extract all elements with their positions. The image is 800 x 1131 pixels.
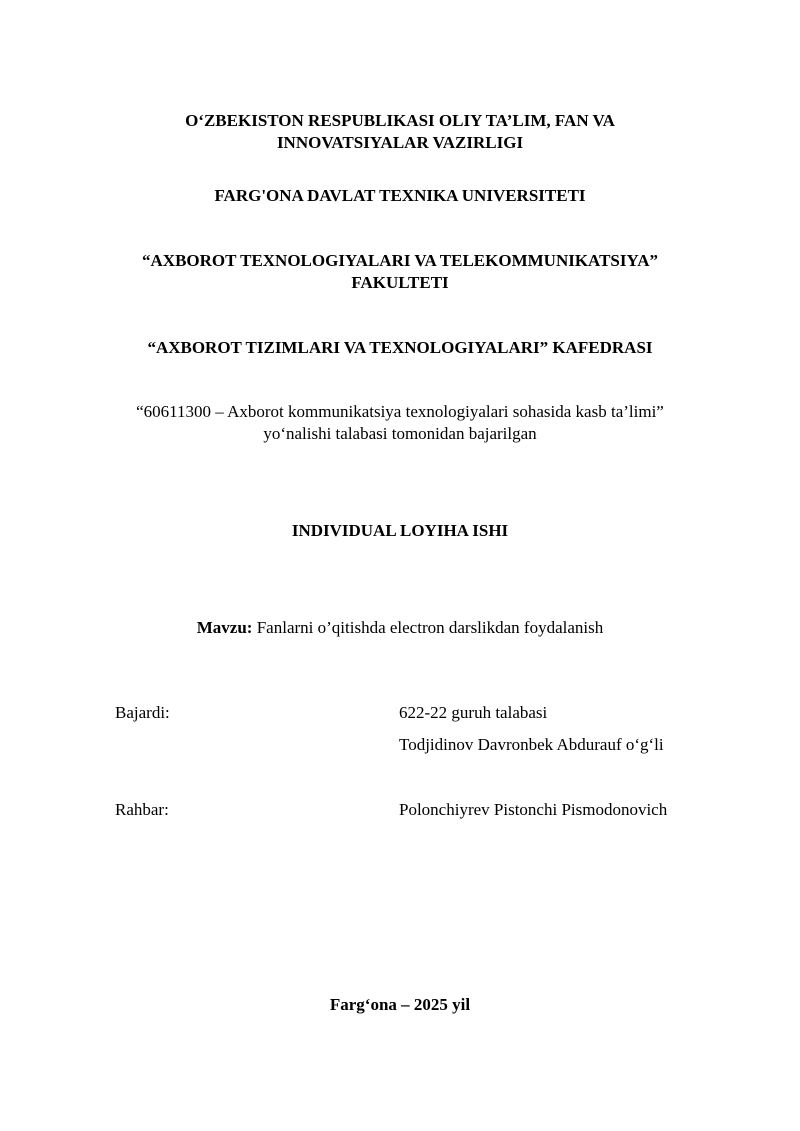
city-year-footer xyxy=(0,994,800,1016)
topic-label: Mavzu: xyxy=(196,618,253,637)
topic-value: Fanlarni o’qitishda electron darslikdan foydalanish xyxy=(252,618,604,637)
topic-line xyxy=(0,617,800,639)
performer-group: 622-22 guruh talabasi xyxy=(399,703,548,722)
direction-line-2: yo‘nalishi talabasi tomonidan bajarilgan xyxy=(263,424,537,443)
department-heading xyxy=(0,337,800,359)
performer-name: Todjidinov Davronbek Abdurauf o‘g‘li xyxy=(399,735,664,754)
ministry-heading xyxy=(0,110,800,154)
city-year: Farg‘ona – 2025 yil xyxy=(329,995,471,1014)
direction-text xyxy=(0,401,800,445)
faculty-heading xyxy=(0,250,800,294)
university-heading xyxy=(0,185,800,207)
supervisor-label: Rahbar: xyxy=(115,800,169,819)
ministry-line-2: INNOVATSIYALAR VAZIRLIGI xyxy=(276,133,524,152)
department-name: “AXBOROT TIZIMLARI VA TEXNOLOGIYALARI” KAFEDRASI xyxy=(147,338,653,357)
work-type-heading xyxy=(0,520,800,542)
direction-line-1: “60611300 – Axborot kommunikatsiya texnologiyalari sohasida kasb ta’limi” xyxy=(136,402,664,421)
work-type-title: INDIVIDUAL LOYIHA ISHI xyxy=(291,521,509,540)
university-name: FARG'ONA DAVLAT TEXNIKA UNIVERSITETI xyxy=(214,186,586,205)
supervisor-name: Polonchiyrev Pistonchi Pismodonovich xyxy=(399,800,668,819)
faculty-line-2: FAKULTETI xyxy=(351,273,449,292)
performer-label: Bajardi: xyxy=(115,703,170,722)
faculty-line-1: “AXBOROT TEXNOLOGIYALARI VA TELEKOMMUNIKATSIYA” xyxy=(142,251,658,270)
ministry-line-1: O‘ZBEKISTON RESPUBLIKASI OLIY TA’LIM, FAN VA xyxy=(185,111,615,130)
